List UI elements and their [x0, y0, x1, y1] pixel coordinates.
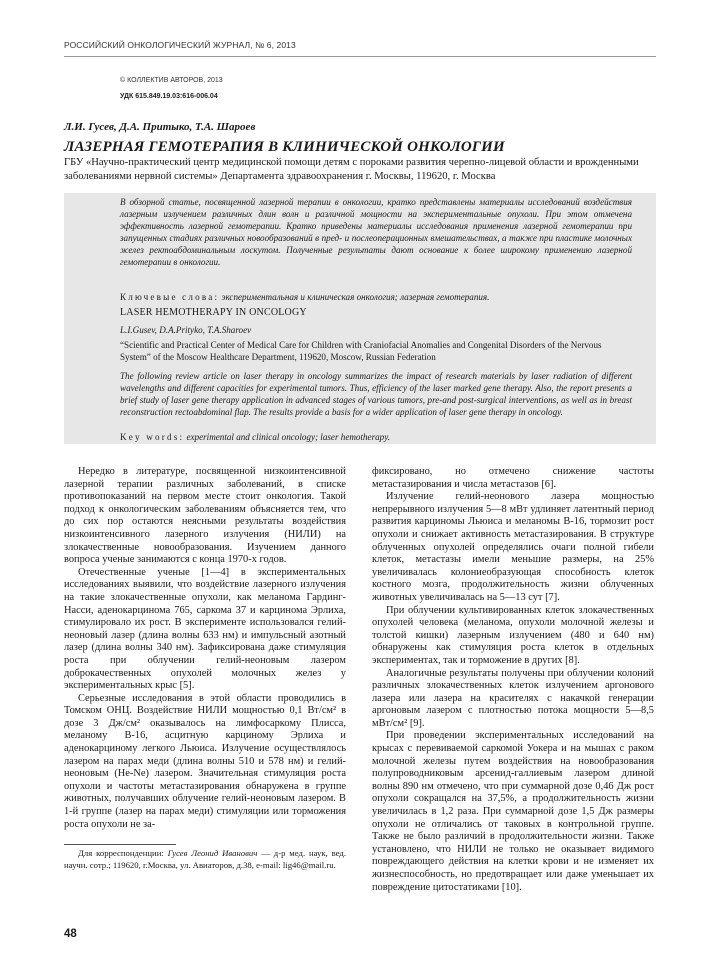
journal-header: РОССИЙСКИЙ ОНКОЛОГИЧЕСКИЙ ЖУРНАЛ, № 6, 2013: [64, 40, 296, 50]
paragraph: При проведении экспериментальных исследований на крысах с перевиваемой саркомой Уокера и на мышах с раком молочной железы путем воздействия на новообразования полупроводниковым арсенид-галлиевым лазером длиной волны 890 нм отмечено, что при суммарной дозе 0,46 Дж рост опухоли сокращался на 37,5%, а продолжительность жизни увеличилась в 1,2 раза. При суммарной дозе 1,5 Дж размеры опухоли не отличались от таковых в контрольной группе. Также не было различий в продолжительности жизни. Также установлено, что НИЛИ не только не оказывает видимого повреждающего действия на клетки крови и не изменяет их жизнеспособность, но предотвращает или даже уменьшает их повреждение цитостатиками [10].: [372, 730, 654, 893]
article-affiliation: ГБУ «Научно-практический центр медицинской помощи детям с пороками развития черепно-лицевой области и врожденными заболеваниями нервной системы» Департамента здравоохранения г. Москвы, 119620, г. Москва: [64, 157, 639, 182]
paragraph: Излучение гелий-неонового лазера мощностью непрерывного излучения 5—8 мВт удлиняет латентный период развития карциномы Льюиса и меланомы В-16, тормозит рост опухоли и снижает активность метастазирования. В структуре облученных опухолей определялись очаги полной гибели клеток, метастазы имели меньшие размеры, на 25% увеличивалась колониеобразующая способность клеток костного мозга, продолжительность жизни облученных животных увеличивалась на 5—13 сут [7].: [372, 491, 654, 603]
footnote-text: — д-р мед. наук, вед. научн. сотр.; 119620, г.Москва, ул. Авиаторов, д.38, e-mail: lig46@mail.ru.: [64, 848, 347, 870]
body-column-right: [372, 466, 654, 894]
english-title: LASER HEMOTHERAPY IN ONCOLOGY: [120, 307, 307, 318]
paragraph: Серьезные исследования в этой области проводились в Томском ОНЦ. Воздействие НИЛИ мощностью 0,1 Вт/см² в дозе 3 Дж/см² оказывалось на лимфосаркому Плисса, меланому В-16, асцитную карциному Эрлиха и аденокарциному легкого Льюиса. Излучение осуществлялось лазером на парах меди (длина волны 510 и 578 нм) и гелий-неоновым (He-Ne) лазером. Значительная стимуляция роста опухоли и частоты метастазирования обнаружена в группе животных, получавших облучение гелий-неоновым лазером. В 1-й группе (лазер на парах меди) стимуляции или торможения роста опухоли не за-: [64, 692, 346, 830]
article-authors: Л.И. Гусев, Д.А. Притыко, Т.А. Шароев: [64, 121, 256, 133]
footnote-name: Гусев Леонид Иванович: [167, 848, 258, 858]
udk-code: УДК 615.849.19.03:616-006.04: [120, 93, 218, 100]
footnote-rule: [64, 844, 176, 845]
keywords-en-text: experimental and clinical oncology; laser hemotherapy.: [186, 432, 391, 442]
page-number: 48: [64, 928, 77, 940]
footnote-label: Для корреспонденции:: [78, 848, 164, 858]
keywords-ru-text: экспериментальная и клиническая онкология; лазерная гемотерапия.: [221, 292, 490, 302]
header-rule: [64, 56, 656, 57]
keywords-en: [120, 432, 632, 444]
body-column-left: [64, 466, 346, 831]
paragraph: Отечественные ученые [1—4] в экспериментальных исследованиях выявили, что воздействие лазерного излучения на такие злокачественные опухоли, как меланома Гардинг-Насси, аденокарцинома 765, саркома 37 и карцинома Эрлиха, стимулировало их рост. В эксперименте использовался гелий-неоновый лазер (длина волны 633 нм) и импульсный азотный лазер (длина волны 340 нм). Зафиксирована даже стимуляция роста при облучении гелий-неоновым лазером доброкачественных опухолей молочных желез у экспериментальных крыс [5].: [64, 566, 346, 692]
abstract-ru: В обзорной статье, посвященной лазерной терапии в онкологии, кратко представлены материалы исследований воздействия лазерным излучением различных длин волн и различной мощности на экспериментальные опухоли. При этом отмечена эффективность лазерной гемотерапии. Кратко приведены материалы исследования применения лазерной гемотерапии при запущенных стадиях различных новообразований в пред- и послеоперационных вмешательствах, а также при пластике молочных желез ректоабдоминальным лоскутом. Полученные результаты дают основание к более широкому применению лазерной гемотерапии в онкологии.: [120, 197, 632, 267]
abstract-en: The following review article on laser therapy in oncology summarizes the impact of research materials by laser radiation of different wavelengths and different capacities for experimental tumors. Thus, efficiency of the laser marked gene therapy. Also, the report presents a brief study of laser gene therapy application in advanced stages of various tumors, pre-and post-surgical interventions, as well as in breast reconstruction rectoabdominal flap. The results provide a basis for a wider application of laser gene therapy in oncology.: [120, 371, 632, 417]
keywords-ru: [120, 292, 632, 304]
correspondence-footnote: [64, 848, 346, 872]
article-title: ЛАЗЕРНАЯ ГЕМОТЕРАПИЯ В КЛИНИЧЕСКОЙ ОНКОЛОГИИ: [64, 139, 505, 155]
keywords-ru-label: Ключевые слова:: [120, 292, 220, 302]
paragraph: Аналогичные результаты получены при облучении колоний различных злокачественных клеток излучением аргонового лазера или лазера на красителях с накачкой генерации аргоновым лазером с плотностью потока мощности 5—8,5 мВт/см² [9].: [372, 667, 654, 729]
english-authors: L.I.Gusev, D.A.Prityko, T.A.Sharoev: [120, 325, 252, 335]
paragraph: фиксировано, но отмечено снижение частоты метастазирования и числа метастазов [6].: [372, 466, 654, 490]
paragraph: При облучении культивированных клеток злокачественных опухолей человека (меланома, опухоли молочной железы и толстой кишки) лазерным излучением (480 и 640 нм) обнаружены как стимуляция роста клеток в отдельных экспериментах, так и торможение в других [8].: [372, 604, 654, 666]
copyright: © КОЛЛЕКТИВ АВТОРОВ, 2013: [120, 77, 223, 84]
keywords-en-label: Key words:: [120, 432, 185, 442]
english-affiliation: “Scientific and Practical Center of Medical Care for Children with Craniofacial Anomalies and Congenital Disorders of the Nervous System” of the Moscow Healthcare Department, 119620, Moscow, Russian Federation: [120, 340, 602, 362]
paragraph: Нередко в литературе, посвященной низкоинтенсивной лазерной терапии различных заболеваний, в списке противопоказаний на первом месте стоит онкология. Такой подход к онкологическим заболеваниям объясняется тем, что до сих пор остаются неясными результаты воздействия низкоинтенсивного лазерного излучения (НИЛИ) на злокачественные новообразования. Изучением данного вопроса ученые занимаются с конца 1970-х годов.: [64, 466, 346, 566]
